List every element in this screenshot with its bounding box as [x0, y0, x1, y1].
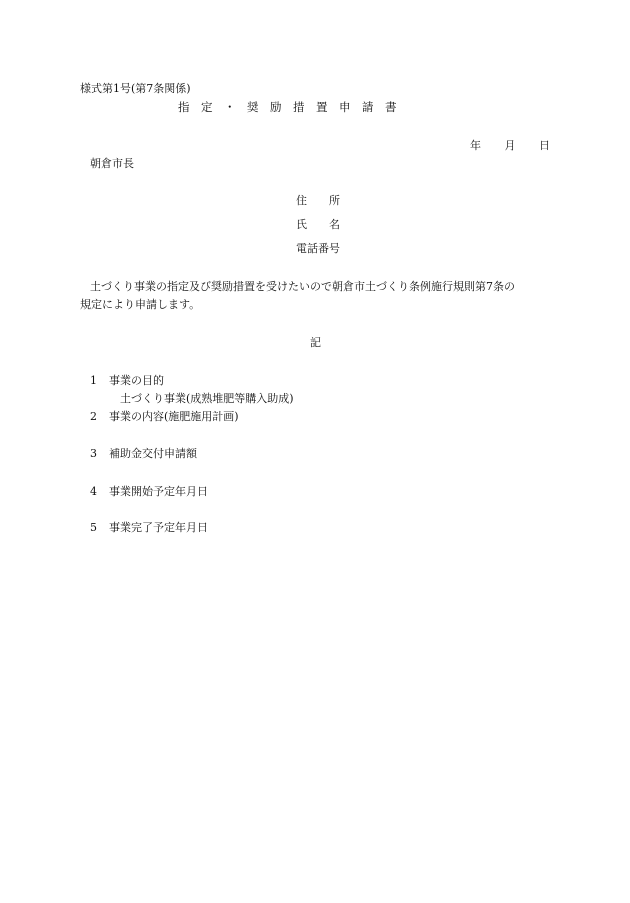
item-label: 事業の内容(施肥施用計画): [109, 410, 239, 423]
item-number: 4: [90, 485, 97, 498]
applicant-name: 氏 名: [296, 218, 340, 231]
item-number: 3: [90, 447, 97, 460]
applicant-phone: 電話番号: [296, 242, 340, 255]
item-label: 事業開始予定年月日: [109, 485, 208, 498]
addressee: 朝倉市長: [90, 157, 134, 170]
item-number: 2: [90, 410, 97, 423]
ki-heading: 記: [310, 336, 321, 349]
item-number: 5: [90, 521, 97, 534]
item-number: 1: [90, 374, 97, 387]
date-day: 日: [539, 139, 550, 152]
item-subtext: 土づくり事業(成熟堆肥等購入助成): [120, 392, 294, 405]
form-label: 様式第1号(第7条関係): [80, 82, 191, 95]
item-label: 事業の目的: [109, 374, 164, 387]
date-field: [470, 139, 550, 153]
body-text-line2: 規定により申請します。: [80, 298, 201, 311]
item-label: 補助金交付申請額: [109, 447, 197, 460]
body-text-line1: 土づくり事業の指定及び奨励措置を受けたいので朝倉市土づくり条例施行規則第7条の: [90, 280, 515, 293]
date-year: 年: [470, 139, 481, 152]
date-month: 月: [504, 139, 516, 152]
item-label: 事業完了予定年月日: [109, 521, 208, 534]
form-title: 指 定 ・ 奨 励 措 置 申 請 書: [178, 100, 397, 114]
applicant-address: 住 所: [296, 194, 340, 207]
